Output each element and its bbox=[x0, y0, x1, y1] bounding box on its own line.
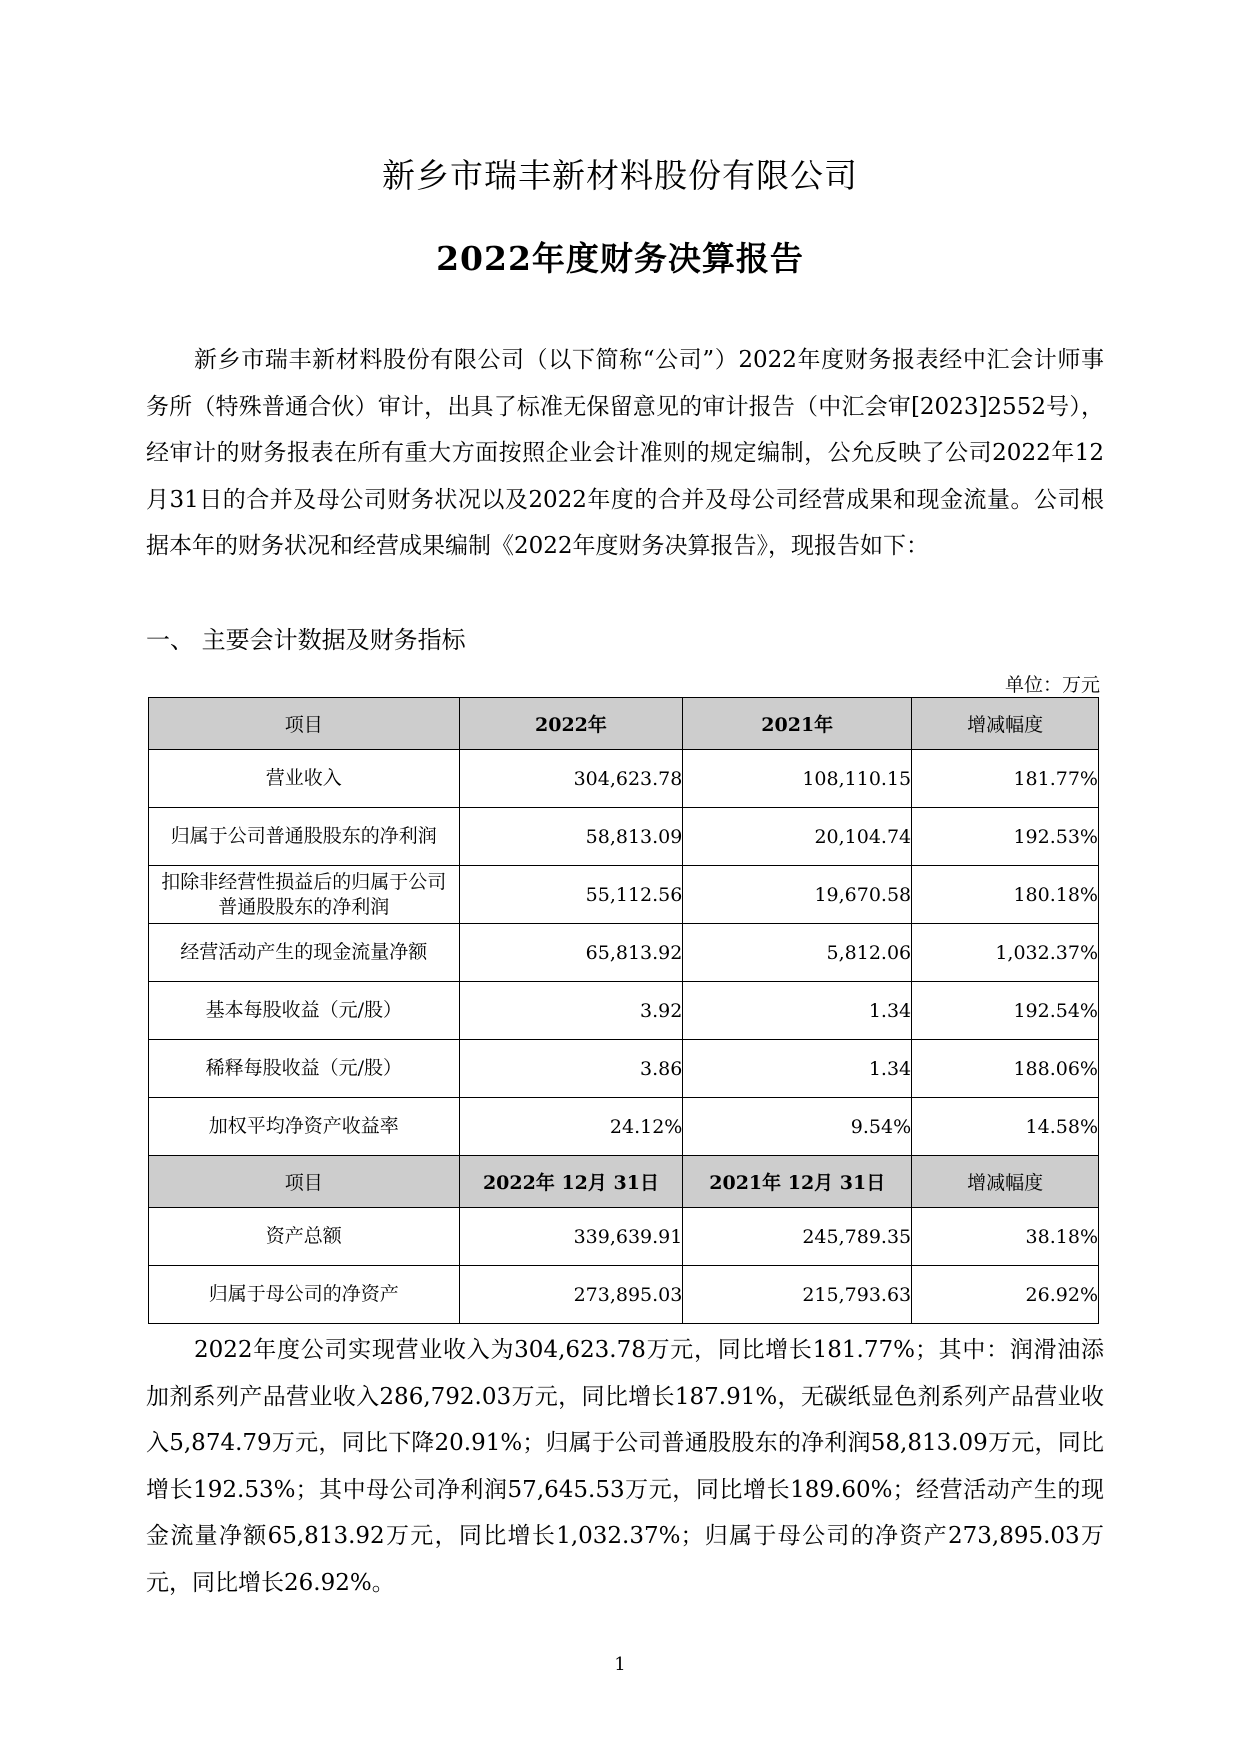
header-2022: 2022年 bbox=[459, 698, 683, 750]
row-change: 1,032.37% bbox=[912, 924, 1099, 982]
row-2021: 19,670.58 bbox=[683, 866, 912, 924]
header-change: 增减幅度 bbox=[912, 1156, 1099, 1208]
row-2021: 108,110.15 bbox=[683, 750, 912, 808]
summary-paragraph: 2022年度公司实现营业收入为304,623.78万元，同比增长181.77%；其中：润滑油添加剂系列产品营业收入286,792.03万元，同比增长187.91%，无碳纸显色剂系列产品营业收入5,874.79万元，同比下降20.91%；归属于公司普通股股东的净利润58,813.09万元，同比增长192.53%；其中母公司净利润57,645.53万元，同比增长189.60%；经营活动产生的现金流量净额65,813.92万元，同比增长1,032.37%；归属于母公司的净资产273,895.03万元，同比增长26.92%。 bbox=[146, 1337, 1104, 1596]
table-row bbox=[149, 982, 1099, 1040]
header-item: 项目 bbox=[149, 1156, 460, 1208]
row-2022: 339,639.91 bbox=[459, 1208, 683, 1266]
row-2022: 3.92 bbox=[459, 982, 683, 1040]
row-change: 188.06% bbox=[912, 1040, 1099, 1098]
section-heading: 一、 主要会计数据及财务指标 bbox=[146, 626, 466, 654]
table-header-row bbox=[149, 1156, 1099, 1208]
row-change: 180.18% bbox=[912, 866, 1099, 924]
header-2022-date: 2022年 12月 31日 bbox=[459, 1156, 683, 1208]
table-row bbox=[149, 750, 1099, 808]
row-2021: 9.54% bbox=[683, 1098, 912, 1156]
table-row bbox=[149, 808, 1099, 866]
row-2022: 58,813.09 bbox=[459, 808, 683, 866]
company-title: 新乡市瑞丰新材料股份有限公司 bbox=[382, 156, 858, 195]
row-2022: 55,112.56 bbox=[459, 866, 683, 924]
row-item: 基本每股收益（元/股） bbox=[149, 982, 460, 1040]
row-2021: 1.34 bbox=[683, 982, 912, 1040]
row-change: 181.77% bbox=[912, 750, 1099, 808]
row-change: 192.53% bbox=[912, 808, 1099, 866]
table-row bbox=[149, 1040, 1099, 1098]
row-2022: 273,895.03 bbox=[459, 1266, 683, 1324]
row-2021: 1.34 bbox=[683, 1040, 912, 1098]
intro-paragraph: 新乡市瑞丰新材料股份有限公司（以下简称“公司”）2022年度财务报表经中汇会计师事务所（特殊普通合伙）审计，出具了标准无保留意见的审计报告（中汇会审[2023]2552号），经审计的财务报表在所有重大方面按照企业会计准则的规定编制，公允反映了公司2022年12月31日的合并及母公司财务状况以及2022年度的合并及母公司经营成果和现金流量。公司根据本年的财务状况和经营成果编制《2022年度财务决算报告》，现报告如下： bbox=[146, 347, 1104, 559]
row-change: 38.18% bbox=[912, 1208, 1099, 1266]
row-item: 营业收入 bbox=[149, 750, 460, 808]
row-item: 归属于母公司的净资产 bbox=[149, 1266, 460, 1324]
table-row bbox=[149, 924, 1099, 982]
row-item: 资产总额 bbox=[149, 1208, 460, 1266]
financial-table bbox=[148, 697, 1099, 1324]
table-row bbox=[149, 1266, 1099, 1324]
header-2021-date: 2021年 12月 31日 bbox=[683, 1156, 912, 1208]
header-2021: 2021年 bbox=[683, 698, 912, 750]
row-2022: 3.86 bbox=[459, 1040, 683, 1098]
table-row bbox=[149, 866, 1099, 924]
row-2022: 65,813.92 bbox=[459, 924, 683, 982]
row-item: 经营活动产生的现金流量净额 bbox=[149, 924, 460, 982]
row-item: 加权平均净资产收益率 bbox=[149, 1098, 460, 1156]
report-title: 2022年度财务决算报告 bbox=[436, 239, 804, 278]
page-number: 1 bbox=[614, 1654, 626, 1675]
row-2022: 24.12% bbox=[459, 1098, 683, 1156]
header-change: 增减幅度 bbox=[912, 698, 1099, 750]
row-2021: 245,789.35 bbox=[683, 1208, 912, 1266]
row-item: 稀释每股收益（元/股） bbox=[149, 1040, 460, 1098]
row-2021: 215,793.63 bbox=[683, 1266, 912, 1324]
table-row bbox=[149, 1208, 1099, 1266]
unit-label: 单位：万元 bbox=[1004, 674, 1100, 696]
row-change: 26.92% bbox=[912, 1266, 1099, 1324]
row-item: 扣除非经营性损益后的归属于公司普通股股东的净利润 bbox=[149, 866, 460, 924]
row-item: 归属于公司普通股股东的净利润 bbox=[149, 808, 460, 866]
row-change: 192.54% bbox=[912, 982, 1099, 1040]
header-item: 项目 bbox=[149, 698, 460, 750]
row-change: 14.58% bbox=[912, 1098, 1099, 1156]
row-2022: 304,623.78 bbox=[459, 750, 683, 808]
row-2021: 20,104.74 bbox=[683, 808, 912, 866]
table-header-row bbox=[149, 698, 1099, 750]
table-row bbox=[149, 1098, 1099, 1156]
row-2021: 5,812.06 bbox=[683, 924, 912, 982]
